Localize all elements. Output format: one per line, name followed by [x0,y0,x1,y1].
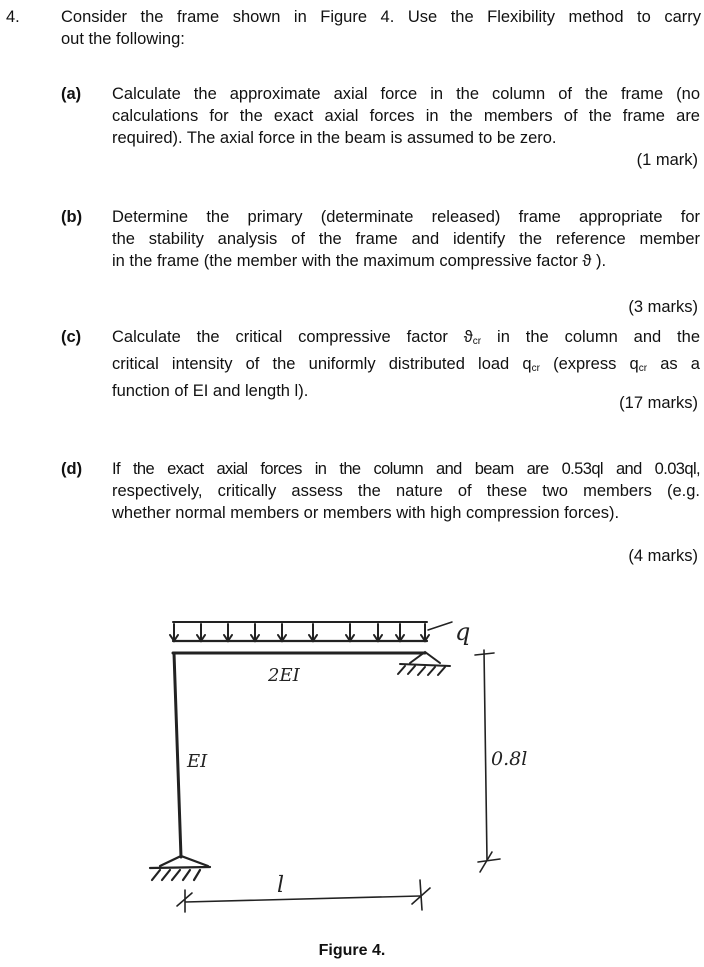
part-d-line: respectively, critically assess the nature of these two members (e.g. [112,482,700,500]
text: Calculate the critical compressive factor ϑ [112,328,473,346]
frame-figure [140,595,540,925]
beam-stiffness-label: 2EI [268,665,300,686]
part-a-line: Calculate the approximate axial force in the column of the frame (no [112,85,700,103]
part-d-line: whether normal members or members with high compression forces). [112,504,620,522]
part-b-label: (b) [61,208,83,226]
height-label: 0.8l [491,748,528,770]
subscript: cr [531,363,540,374]
pin-support-icon [398,652,450,675]
part-c-line-3: function of EI and length l). [112,382,309,400]
intro-line: Consider the frame shown in Figure 4. Use the Flexibility method to carry [61,8,701,26]
part-d-text [112,458,700,524]
part-b-marks: (3 marks) [628,298,698,316]
load-label: q [455,618,471,646]
column-stiffness-label: EI [187,751,208,772]
distributed-load-icon [170,622,452,641]
part-d-marks: (4 marks) [628,547,698,565]
part-a-text [112,83,700,149]
part-b-line: the stability analysis of the frame and identify the reference member [112,230,700,248]
length-label: l [277,873,285,898]
part-d-label: (d) [61,460,83,478]
figure-caption: Figure 4. [318,942,386,959]
part-c-marks: (17 marks) [619,394,698,412]
part-a-line: calculations for the exact axial forces in the members of the frame are [112,107,700,125]
left-column [174,653,181,857]
base-support-icon [150,856,210,880]
part-c-text [112,326,700,402]
part-a-label: (a) [61,85,82,103]
text: in the column and the [481,328,700,346]
part-c-line-1 [112,326,700,353]
text: (express q [539,355,639,373]
text: critical intensity of the uniformly distributed load q [112,355,532,373]
part-b-text [112,206,700,272]
part-a-line: required). The axial force in the beam is assumed to be zero. [112,129,557,147]
question-intro [61,6,701,50]
length-dimension [177,880,430,912]
intro-line: out the following: [61,30,185,48]
part-b-line: in the frame (the member with the maximum compressive factor ϑ ). [112,252,607,270]
subscript: cr [472,336,482,347]
part-d-line: If the exact axial forces in the column and beam are 0.53ql and 0.03ql, [112,460,700,478]
part-b-line: Determine the primary (determinate released) frame appropriate for [112,208,700,226]
part-c-line-2 [112,353,700,380]
text: as a [647,355,700,373]
part-c-label: (c) [61,328,82,346]
question-number: 4. [6,8,20,26]
part-a-marks: (1 mark) [636,151,698,169]
subscript: cr [638,363,648,374]
